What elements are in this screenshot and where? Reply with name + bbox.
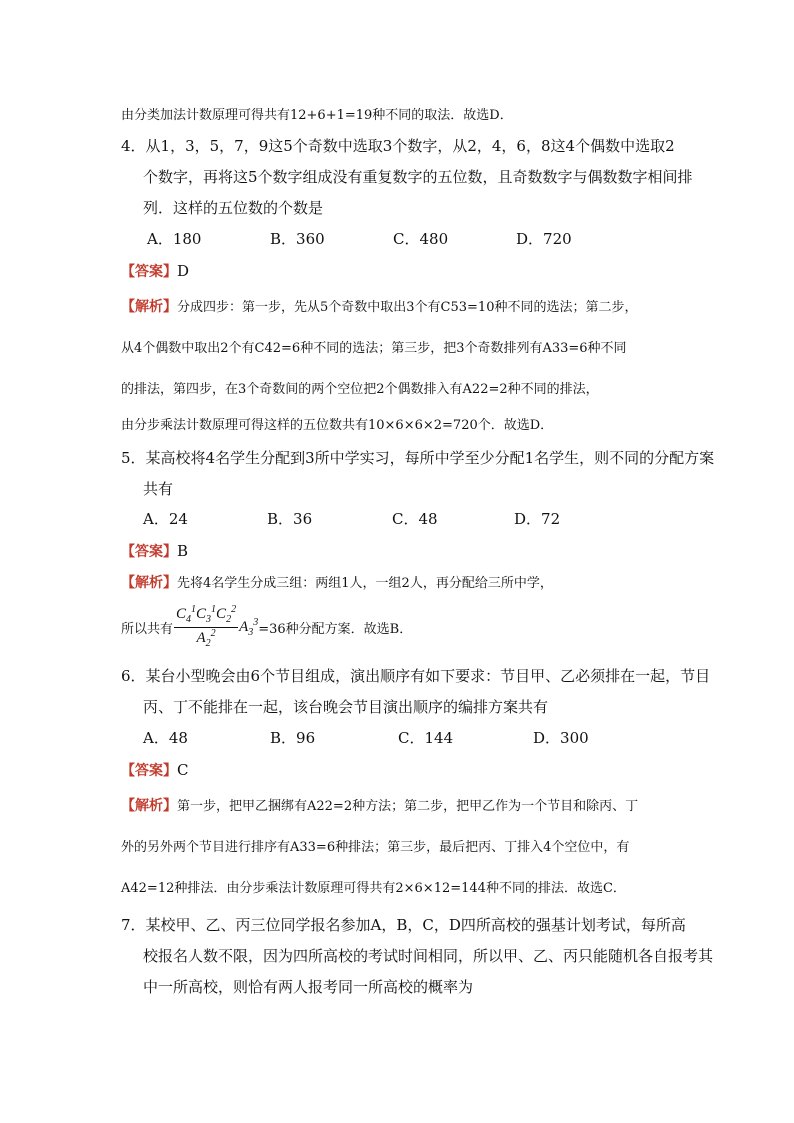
q4-option-b: B．360 (270, 230, 325, 248)
q4-analysis-line3: 的排法，第四步，在3个奇数间的两个空位把2个偶数排入有A22=2种不同的排法， (121, 382, 599, 397)
q6-analysis-line2: 外的另外两个节目进行排序有A33=6种排法；第三步，最后把丙、丁排入4个空位中，有 (121, 840, 630, 855)
analysis-label: 【解析】 (121, 798, 177, 814)
q5-option-d: D．72 (514, 510, 561, 528)
analysis-text: 所以共有 (121, 621, 174, 637)
q6-option-a: A．48 (143, 729, 188, 747)
q4-answer (121, 261, 189, 281)
combination-fraction: $\frac{C_4^1C_3^1C_2^2}{A_2^2}$ (176, 604, 237, 649)
q5-analysis-line1 (121, 572, 553, 592)
answer-label: 【答案】 (121, 264, 177, 280)
q7-stem-line1: 7．某校甲、乙、丙三位同学报名参加A，B，C，D四所高校的强基计划考试，每所高 (121, 916, 686, 934)
answer-label: 【答案】 (121, 544, 177, 560)
q6-answer (121, 760, 188, 780)
q6-analysis-line1 (121, 795, 638, 815)
q7-stem-line3: 中一所高校，则恰有两人报考同一所高校的概率为 (143, 978, 474, 996)
q4-option-a: A．180 (147, 230, 202, 248)
q4-option-d: D．720 (516, 230, 572, 248)
q5-answer (121, 541, 188, 561)
analysis-text: 第一步，把甲乙捆绑有A22=2种方法；第二步，把甲乙作为一个节目和除丙、丁 (177, 799, 639, 814)
answer-label: 【答案】 (121, 763, 177, 779)
q6-analysis-line3: A42=12种排法．由分步乘法计数原理可得共有2×6×12=144种不同的排法．故选C． (121, 881, 626, 896)
q7-stem-line2: 校报名人数不限，因为四所高校的考试时间相同，所以甲、乙、丙只能随机各自报考其 (143, 947, 714, 965)
q4-stem-line3: 列．这样的五位数的个数是 (143, 199, 324, 217)
q4-stem-line1: 4．从1，3，5，7，9这5个奇数中选取3个数字，从2，4，6，8这4个偶数中选取2 (121, 137, 675, 155)
analysis-label: 【解析】 (121, 299, 177, 315)
q4-analysis-line1 (121, 296, 637, 316)
prev-solution-conclusion: 由分类加法计数原理可得共有12+6+1=19种不同的取法．故选D． (121, 108, 513, 123)
answer-value: D (177, 262, 190, 280)
analysis-text: 先将4名学生分成三组：两组1人，一组2人，再分配给三所中学， (177, 576, 553, 591)
answer-value: C (177, 761, 189, 779)
permutation-symbol: $A_3^3$ (239, 616, 259, 638)
q5-option-c: C．48 (392, 510, 438, 528)
answer-value: B (177, 542, 189, 560)
q5-option-a: A．24 (143, 510, 188, 528)
q5-option-b: B．36 (267, 510, 313, 528)
q6-option-b: B．96 (270, 729, 316, 747)
q4-stem-line2: 个数字，再将这5个数字组成没有重复数字的五位数，且奇数数字与偶数数字相间排 (143, 168, 693, 186)
q6-stem-line1: 6．某台小型晚会由6个节目组成，演出顺序有如下要求：节目甲、乙必须排在一起，节目 (121, 667, 711, 685)
q4-analysis-line2: 从4个偶数中取出2个有C42=6种不同的选法；第三步，把3个奇数排列有A33=6种不同 (121, 341, 627, 356)
q6-option-d: D．300 (533, 729, 589, 747)
q4-analysis-line4: 由分步乘法计数原理可得这样的五位数共有10×6×6×2=720个．故选D． (121, 418, 554, 433)
q4-option-c: C．480 (393, 230, 449, 248)
q5-stem-line2: 共有 (143, 480, 174, 498)
analysis-text: =36种分配方案．故选B． (258, 621, 413, 637)
analysis-label: 【解析】 (121, 575, 177, 591)
q6-stem-line2: 丙、丁不能排在一起，该台晚会节目演出顺序的编排方案共有 (143, 698, 549, 716)
q5-analysis-line2 (121, 604, 412, 650)
q6-option-c: C．144 (398, 729, 454, 747)
q5-stem-line1: 5．某高校将4名学生分配到3所中学实习，每所中学至少分配1名学生，则不同的分配方案 (121, 449, 715, 467)
analysis-text: 分成四步：第一步，先从5个奇数中取出3个有C53=10种不同的选法；第二步， (177, 300, 638, 315)
